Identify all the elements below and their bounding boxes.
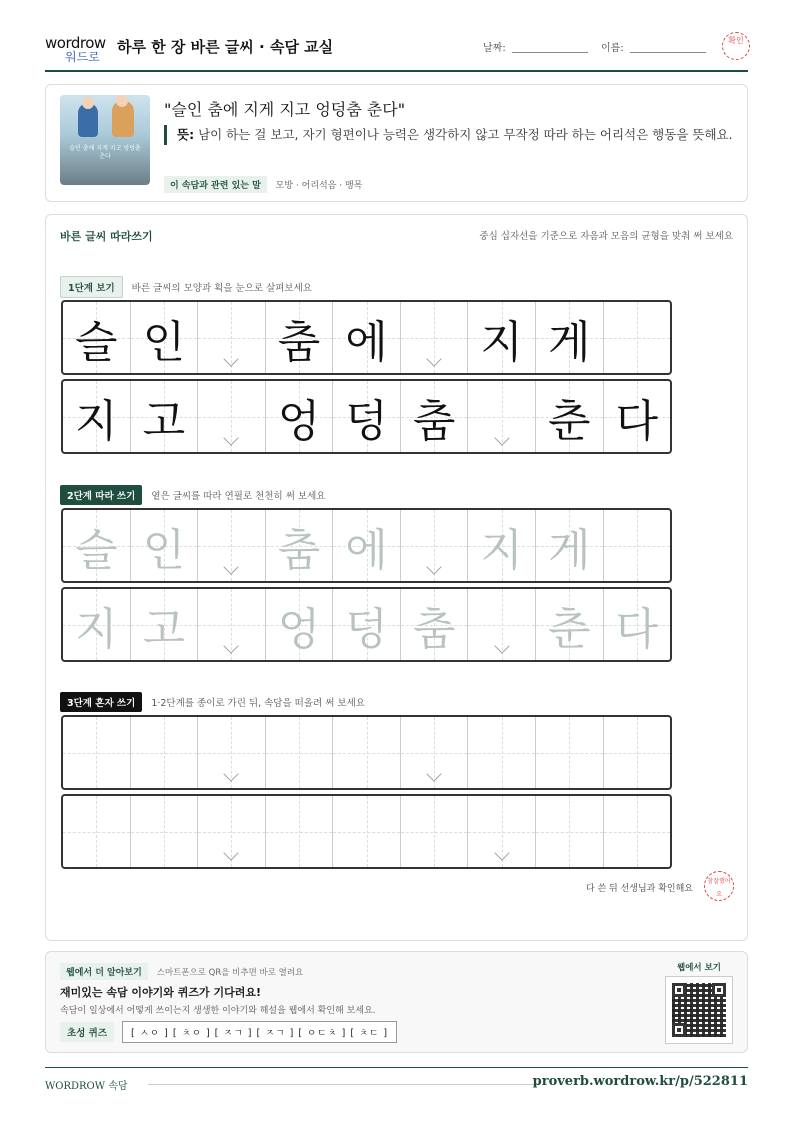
grid-cell[interactable] [131, 717, 199, 788]
proverb-meaning [164, 125, 736, 145]
web-desc: 속담이 일상에서 어떻게 쓰이는지 생생한 이야기와 해설을 웹에서 확인해 보세요. [60, 1006, 376, 1016]
grid-char: 에 [345, 524, 388, 576]
grid-cell[interactable] [401, 589, 469, 660]
space-marker-icon [224, 559, 239, 574]
step3-badge: 3단계 혼자 쓰기 [60, 692, 142, 712]
grid-char: 덩 [345, 395, 388, 447]
grid-char: 엉 [277, 395, 321, 447]
meaning-text: 남이 하는 걸 보고, 자기 형편이나 능력은 생각하지 않고 무작정 따라 하는 어리석은 행동을 뜻해요. [198, 127, 733, 142]
grid-cell[interactable] [536, 510, 604, 581]
grid-char: 엉 [277, 603, 321, 655]
grid-cell[interactable] [604, 796, 671, 867]
grid-cell[interactable] [198, 717, 266, 788]
space-marker-icon [224, 430, 239, 445]
grid-char: 춤 [277, 316, 321, 368]
grid-cell [333, 381, 401, 452]
grid-cell[interactable] [401, 717, 469, 788]
grid-char: 춤 [412, 603, 456, 655]
grid-cell[interactable] [468, 589, 536, 660]
grid-cell[interactable] [131, 510, 199, 581]
footer-rule [148, 1084, 540, 1085]
grid-char: 춘 [547, 603, 591, 655]
grid-char: 인 [142, 524, 186, 576]
space-marker-icon [494, 845, 509, 860]
grid-cell[interactable] [536, 796, 604, 867]
web-tag-row [60, 963, 303, 980]
grid-cell[interactable] [63, 717, 131, 788]
grid-char: 지 [480, 316, 523, 368]
step1-row1 [61, 300, 672, 375]
qr-label: 웹에서 보기 [676, 963, 721, 973]
step3-row1[interactable] [61, 715, 672, 790]
grid-char: 슬 [75, 524, 118, 576]
grid-cell [333, 302, 401, 373]
practice-section [45, 214, 748, 941]
page-header [45, 28, 748, 72]
space-marker-icon [224, 638, 239, 653]
grid-char: 게 [547, 524, 591, 576]
qr-pattern [672, 983, 726, 1037]
good-job-stamp-icon: 참잘했어요 [704, 871, 734, 901]
grid-cell [131, 302, 199, 373]
grid-cell [198, 381, 266, 452]
grid-cell[interactable] [266, 589, 334, 660]
quiz-box: [ ㅅㅇ ] [ ㅊㅇ ] [ ㅈㄱ ] [ ㅈㄱ ] [ ㅇㄷㅊ ] [ ㅊㄷ ] [122, 1021, 397, 1043]
grid-cell[interactable] [266, 796, 334, 867]
grid-cell[interactable] [333, 589, 401, 660]
quiz-label: 초성 퀴즈 [60, 1022, 114, 1042]
grid-cell[interactable] [63, 589, 131, 660]
grid-cell[interactable] [333, 717, 401, 788]
qr-finder-icon [672, 983, 686, 997]
grid-cell [401, 302, 469, 373]
step3-desc: 1·2단계를 종이로 가린 뒤, 속담을 떠올려 써 보세요 [151, 698, 365, 709]
space-marker-icon [426, 351, 441, 366]
wordrow-logo[interactable]: wordrow [45, 34, 106, 52]
space-marker-icon [426, 766, 441, 781]
step3-row2[interactable] [61, 794, 672, 869]
practice-title: 바른 글씨 따라쓰기 [60, 230, 153, 243]
grid-char: 춤 [412, 395, 456, 447]
grid-char: 다 [615, 395, 659, 447]
related-label: 이 속담과 관련 있는 말 [164, 176, 267, 193]
step2-row1[interactable] [61, 508, 672, 583]
step2-badge: 2단계 따라 쓰기 [60, 485, 142, 505]
grid-cell[interactable] [131, 589, 199, 660]
qr-code-icon[interactable] [665, 976, 733, 1044]
step2-heading [60, 485, 325, 505]
grid-cell[interactable] [63, 510, 131, 581]
grid-cell[interactable] [266, 510, 334, 581]
grid-cell[interactable] [63, 796, 131, 867]
space-marker-icon [426, 559, 441, 574]
grid-char: 게 [547, 316, 591, 368]
step1-row2 [61, 379, 672, 454]
grid-cell [536, 381, 604, 452]
space-marker-icon [494, 638, 509, 653]
proverb-card [45, 84, 748, 202]
step2-desc: 옅은 글씨를 따라 연필로 천천히 써 보세요 [151, 491, 326, 502]
grid-cell[interactable] [198, 796, 266, 867]
grid-char: 춘 [547, 395, 591, 447]
grid-cell[interactable] [401, 796, 469, 867]
grid-cell[interactable] [333, 510, 401, 581]
web-tag: 웹에서 더 알아보기 [60, 963, 148, 980]
grid-cell [468, 381, 536, 452]
grid-cell [198, 302, 266, 373]
grid-char: 인 [142, 316, 186, 368]
grid-cell[interactable] [401, 510, 469, 581]
web-tag-sub: 스마트폰으로 QR을 비추면 바로 열려요 [156, 968, 304, 978]
grid-cell[interactable] [333, 796, 401, 867]
step1-badge: 1단계 보기 [60, 276, 123, 298]
grid-cell[interactable] [604, 717, 671, 788]
date-field[interactable] [512, 52, 588, 53]
grid-cell [266, 302, 334, 373]
grid-char: 지 [75, 395, 118, 447]
grid-cell[interactable] [266, 717, 334, 788]
grid-char: 다 [615, 603, 659, 655]
web-headline: 재미있는 속담 이야기와 퀴즈가 기다려요! [60, 986, 261, 999]
qr-finder-icon [672, 1023, 686, 1037]
grid-cell[interactable] [536, 717, 604, 788]
space-marker-icon [224, 766, 239, 781]
grid-cell[interactable] [604, 589, 671, 660]
grid-cell[interactable] [468, 796, 536, 867]
space-marker-icon [494, 430, 509, 445]
web-promo-box [45, 951, 748, 1053]
grid-char: 에 [345, 316, 388, 368]
grid-cell [131, 381, 199, 452]
footer-url[interactable]: proverb.wordrow.kr/p/522811 [532, 1074, 748, 1089]
grid-char: 슬 [75, 316, 118, 368]
related-words [164, 176, 362, 193]
chosung-quiz [60, 1021, 397, 1043]
grid-char: 고 [142, 603, 186, 655]
meaning-label: 뜻: [177, 127, 195, 142]
proverb-illustration [60, 95, 150, 185]
footer-brand: WORDROW 속담 [45, 1081, 128, 1092]
step1-heading [60, 276, 312, 298]
qr-finder-icon [712, 983, 726, 997]
page-title: 하루 한 장 바른 글씨 · 속담 교실 [117, 38, 334, 56]
grid-cell [401, 381, 469, 452]
grid-cell[interactable] [536, 589, 604, 660]
space-marker-icon [224, 351, 239, 366]
grid-cell [604, 381, 671, 452]
step3-heading [60, 692, 365, 712]
grid-cell [266, 381, 334, 452]
grid-cell[interactable] [198, 510, 266, 581]
grid-char: 덩 [345, 603, 388, 655]
grid-cell[interactable] [468, 717, 536, 788]
name-field[interactable] [630, 52, 706, 53]
grid-cell [63, 302, 131, 373]
grid-cell [536, 302, 604, 373]
confirm-text: 다 쓴 뒤 선생님과 확인해요 [585, 884, 693, 894]
grid-cell[interactable] [604, 510, 671, 581]
grid-char: 지 [75, 603, 118, 655]
practice-hint: 중심 십자선을 기준으로 자음과 모음의 균형을 맞춰 써 보세요 [479, 231, 733, 242]
footer-divider [45, 1067, 748, 1068]
figure-left-icon [78, 103, 98, 137]
grid-char: 지 [480, 524, 523, 576]
grid-cell [468, 302, 536, 373]
grid-cell[interactable] [198, 589, 266, 660]
grid-char: 춤 [277, 524, 321, 576]
related-list: 모방 · 어리석음 · 맹목 [275, 181, 363, 191]
name-label: 이름: [601, 43, 624, 54]
step2-row2[interactable] [61, 587, 672, 662]
space-marker-icon [224, 845, 239, 860]
step1-desc: 바른 글씨의 모양과 획을 눈으로 살펴보세요 [131, 283, 312, 294]
grid-cell[interactable] [131, 796, 199, 867]
grid-cell [604, 302, 671, 373]
grid-cell [63, 381, 131, 452]
grid-char: 고 [142, 395, 186, 447]
illustration-caption: 슬인 춤에 지게 지고 엉덩춤 춘다 [69, 145, 141, 160]
date-label: 날짜: [483, 43, 506, 54]
logo-subtext: 워드로 [65, 50, 100, 64]
proverb-title: "슬인 춤에 지게 지고 엉덩춤 춘다" [164, 100, 406, 119]
figure-right-icon [112, 101, 134, 137]
confirm-stamp-icon: 확인 [722, 32, 750, 60]
grid-cell[interactable] [468, 510, 536, 581]
